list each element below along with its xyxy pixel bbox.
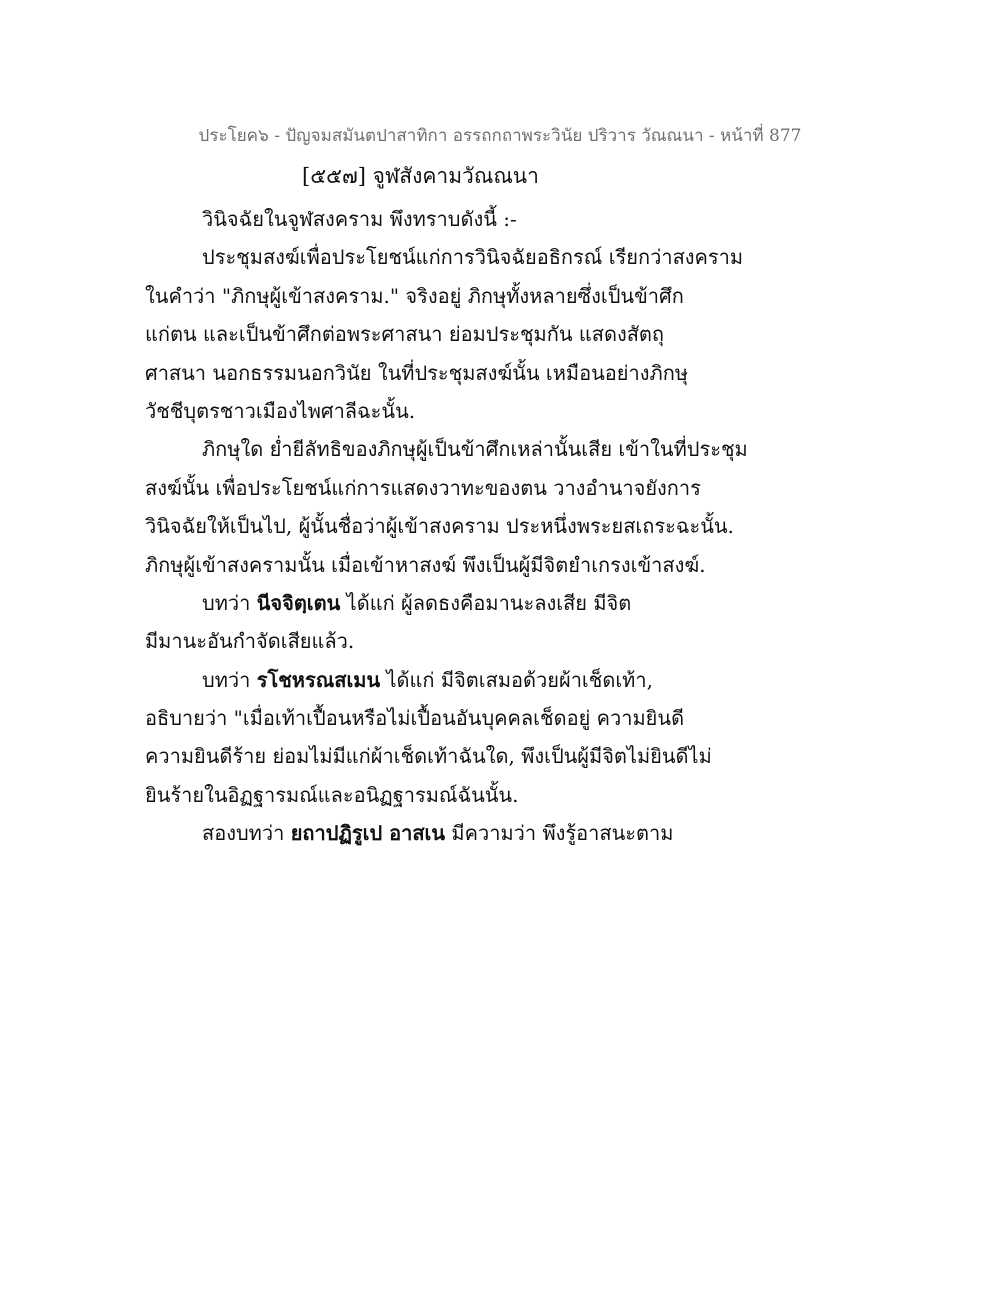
- text-line: สงฆ์นั้น เพื่อประโยชน์แก่การแสดงวาทะของตน วางอำนาจยังการ: [145, 475, 701, 500]
- text-line: ศาสนา นอกธรรมนอกวินัย ในที่ประชุมสงฆ์นั้น เหมือนอย่างภิกษุ: [145, 360, 688, 385]
- text-segment: ได้แก่ มีจิตเสมอด้วยผ้าเช็ดเท้า,: [380, 667, 653, 692]
- text-segment: บทว่า: [202, 590, 257, 615]
- text-line: ในคำว่า "ภิกษุผู้เข้าสงคราม." จริงอยู่ ภิกษุทั้งหลายซึ่งเป็นข้าศึก: [145, 283, 684, 308]
- text-segment: ได้แก่ ผู้ลดธงคือมานะลงเสีย มีจิต: [340, 590, 632, 615]
- text-line: ประชุมสงฆ์เพื่อประโยชน์แก่การวินิจฉัยอธิกรณ์ เรียกว่าสงคราม: [202, 245, 744, 270]
- text-segment: บทว่า: [202, 667, 257, 692]
- text-line: [145, 584, 720, 622]
- text-segment: มีความว่า พึงรู้อาสนะตาม: [445, 821, 674, 846]
- text-line: วินิจฉัยให้เป็นไป, ผู้นั้นชื่อว่าผู้เข้าสงคราม ประหนึ่งพระยสเถระฉะนั้น.: [145, 514, 734, 539]
- text-line: ความยินดีร้าย ย่อมไม่มีแก่ผ้าเช็ดเท้าฉันใด, พึงเป็นผู้มีจิตไม่ยินดีไม่: [145, 744, 712, 769]
- text-line: ภิกษุผู้เข้าสงครามนั้น เมื่อเข้าหาสงฆ์ พึงเป็นผู้มีจิตยำเกรงเข้าสงฆ์.: [145, 552, 706, 577]
- pali-term: ยถาปฏิรูเป อาสเน: [290, 821, 446, 846]
- text-segment: สองบทว่า: [202, 821, 291, 846]
- text-line: [145, 661, 720, 699]
- text-line: อธิบายว่า "เมื่อเท้าเปื้อนหรือไม่เปื้อนอันบุคคลเช็ดอยู่ ความยินดี: [145, 706, 685, 731]
- text-line: [145, 814, 720, 852]
- text-line: มีมานะอันกำจัดเสียแล้ว.: [145, 629, 355, 654]
- section-title: [๕๕๗] จูฬสังคามวัณณนา: [302, 164, 539, 188]
- text-line: ภิกษุใด ย่ำยีลัทธิของภิกษุผู้เป็นข้าศึกเหล่านั้นเสีย เข้าในที่ประชุม: [202, 437, 748, 462]
- pali-term: รโชหรณสเมน: [256, 667, 381, 692]
- text-line: วัชชีบุตรชาวเมืองไพศาลีฉะนั้น.: [145, 398, 416, 423]
- body-text: [145, 200, 748, 853]
- text-line: แก่ตน และเป็นข้าศึกต่อพระศาสนา ย่อมประชุมกัน แสดงสัตถุ: [145, 322, 665, 347]
- pali-term: นีจจิตฺเตน: [256, 590, 341, 615]
- running-header: ประโยค๖ - ปัญจมสมันตปาสาทิกา อรรถกถาพระวินัย ปริวาร วัณณนา - หน้าที่ 877: [198, 126, 802, 146]
- text-line: ยินร้ายในอิฏฐารมณ์และอนิฏฐารมณ์ฉันนั้น.: [145, 782, 519, 807]
- text-line: วินิจฉัยในจูฬสงคราม พึงทราบดังนี้ :-: [202, 207, 517, 231]
